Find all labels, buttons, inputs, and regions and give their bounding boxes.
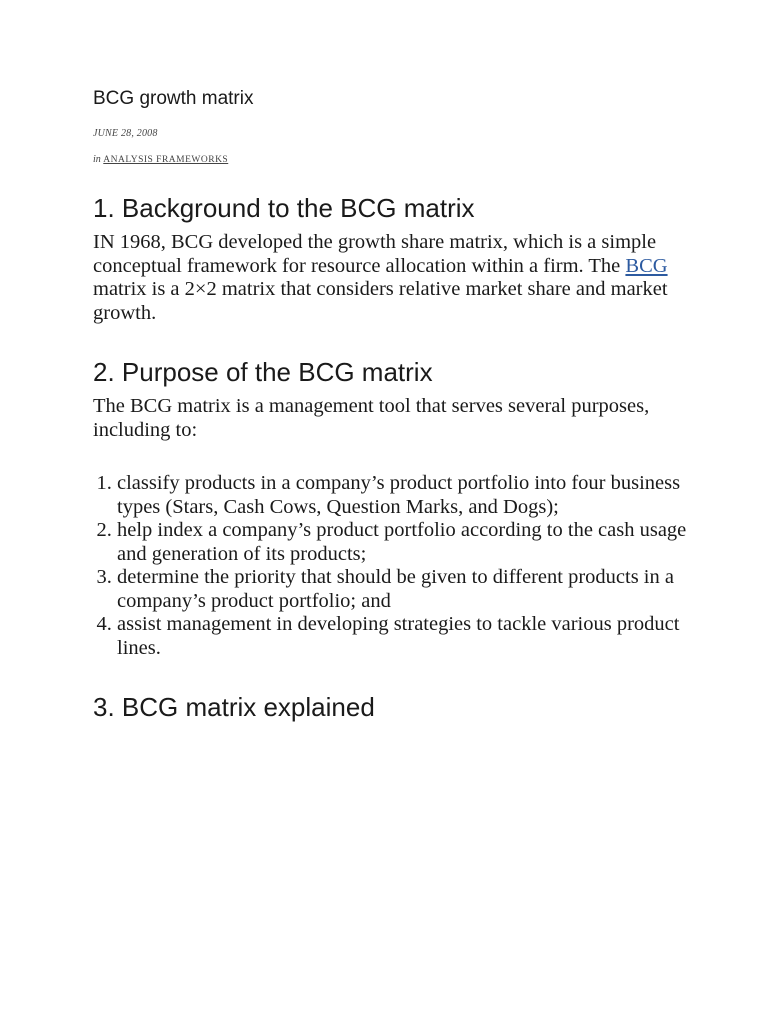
category-prefix: in bbox=[93, 154, 101, 165]
background-text-before: IN 1968, BCG developed the growth share matrix, which is a simple conceptual framework for resource allocation within a firm. The bbox=[93, 231, 657, 277]
background-paragraph bbox=[93, 231, 693, 325]
section-heading-background: 1. Background to the BCG matrix bbox=[93, 193, 475, 223]
post-title: BCG growth matrix bbox=[93, 88, 254, 109]
purpose-intro: The BCG matrix is a management tool that serves several purposes, including to: bbox=[93, 395, 650, 441]
list-item: 4. assist management in developing strategies to tackle various product lines. bbox=[117, 613, 693, 660]
bcg-link[interactable]: BCG bbox=[625, 254, 668, 277]
list-item: 3. determine the priority that should be given to different products in a company’s product portfolio; and bbox=[117, 566, 693, 613]
post-category bbox=[93, 153, 693, 167]
post-date: JUNE 28, 2008 bbox=[93, 128, 158, 139]
section-heading-purpose: 2. Purpose of the BCG matrix bbox=[93, 357, 433, 387]
list-item: 2. help index a company’s product portfolio according to the cash usage and generation of its products; bbox=[117, 519, 693, 566]
list-item: 1. classify products in a company’s product portfolio into four business types (Stars, Cash Cows, Question Marks, and Dogs); bbox=[117, 472, 693, 519]
section-heading-explained: 3. BCG matrix explained bbox=[93, 692, 375, 722]
purpose-list bbox=[93, 472, 693, 660]
background-text-after: matrix is a 2×2 matrix that considers relative market share and market growth. bbox=[93, 278, 668, 324]
article bbox=[93, 86, 693, 730]
category-link[interactable]: ANALYSIS FRAMEWORKS bbox=[103, 155, 229, 165]
